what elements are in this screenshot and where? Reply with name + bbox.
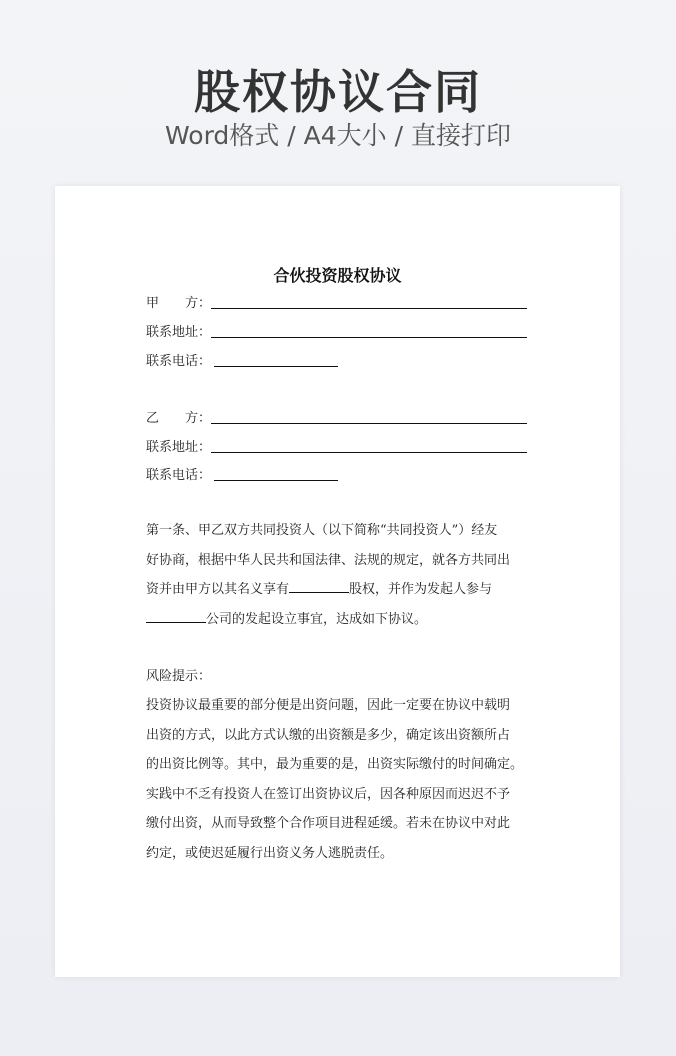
equity-share-blank[interactable] [289,578,349,593]
risk-line: 约定，或使迟延履行出资义务人逃脱责任。 [146,845,394,861]
risk-heading: 风险提示： [146,669,212,684]
article-1-paragraph [146,516,532,634]
party-a-phone-field [146,352,338,372]
article-1-text: 股权，并作为发起人参与 [349,582,493,597]
risk-line: 投资协议最重要的部分便是出资问题，因此一定要在协议中载明 [146,698,511,713]
risk-line: 出资的方式，以此方式认缴的出资额是多少，确定该出资额所占 [146,727,511,743]
party-a-address-label: 联系地址： [146,325,212,340]
party-a-name-field [146,294,527,314]
risk-paragraph [146,691,532,868]
party-a-name-label: 甲 方： [146,296,212,311]
party-b-address-field [146,438,527,458]
party-b-name-label: 乙 方： [146,411,212,426]
party-a-name-blank[interactable] [211,294,527,309]
party-b-name-blank[interactable] [211,409,527,424]
article-1-line: 好协商，根据中华人民共和国法律、法规的规定，就各方共同出 [146,552,511,568]
risk-line: 的出资比例等。其中，最为重要的是，出资实际缴付的时间确定。 [146,757,524,772]
risk-line: 缴付出资，从而导致整个合作项目进程延缓。若未在协议中对此 [146,816,511,831]
party-a-address-blank[interactable] [211,323,527,338]
article-1-line [146,575,532,605]
article-1-text: 公司的发起设立事宜，达成如下协议。 [206,611,428,627]
risk-line: 实践中不乏有投资人在签订出资协议后，因各种原因而迟迟不予 [146,786,511,802]
company-name-blank[interactable] [146,608,206,623]
party-a-phone-blank[interactable] [214,352,338,367]
party-a-phone-label: 联系电话： [146,354,212,369]
page-header-title: 股权协议合同 [194,65,482,119]
page-header-subtitle: Word格式 / A4大小 / 直接打印 [165,121,511,150]
party-b-phone-field [146,466,338,486]
article-1-line [146,605,532,635]
party-b-name-field [146,409,527,429]
article-1-text: 资并由甲方以其名义享有 [146,582,290,597]
party-b-address-blank[interactable] [211,438,527,453]
article-1-line: 第一条、甲乙双方共同投资人（以下简称“共同投资人”）经友 [146,523,498,538]
party-b-address-label: 联系地址： [146,440,212,455]
document-title: 合伙投资股权协议 [273,266,402,285]
party-b-phone-label: 联系电话： [146,468,212,483]
party-a-address-field [146,323,527,343]
party-b-phone-blank[interactable] [214,466,338,481]
